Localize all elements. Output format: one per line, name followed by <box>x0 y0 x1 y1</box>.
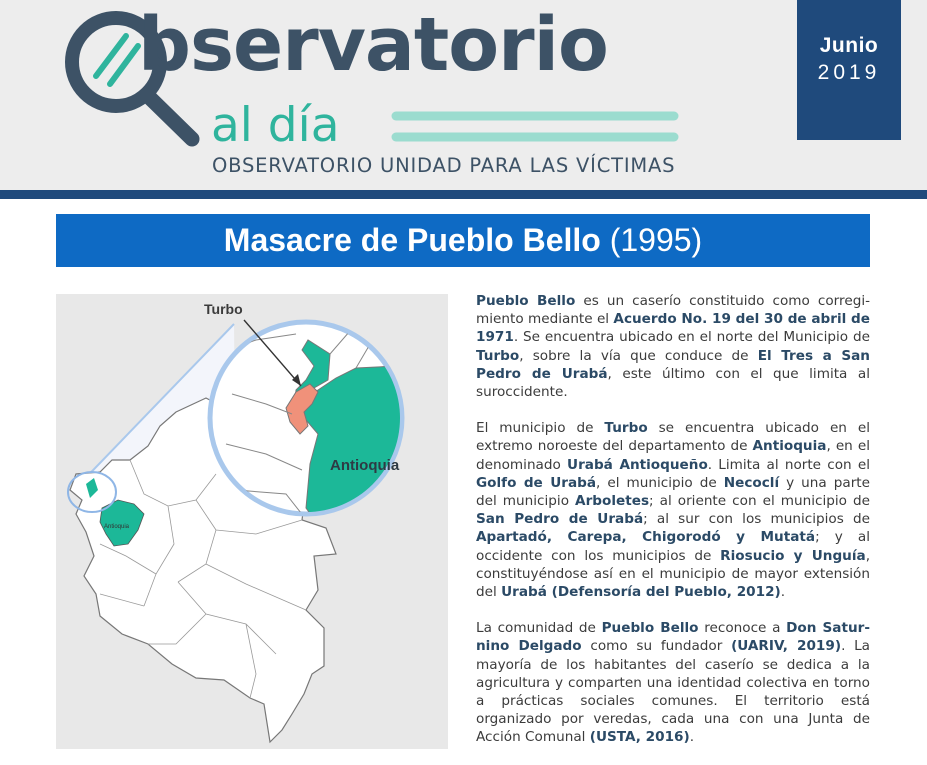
text-run: , este último con el que limita al suroccidente. <box>476 365 870 401</box>
paragraph-3 <box>476 619 870 746</box>
text-run: . Se encuentra ubicado en el norte del Municipio de <box>513 329 870 346</box>
highlighted-text: El Tres a San Pedro de Urabá <box>476 347 870 382</box>
map-label-turbo: Turbo <box>204 301 243 317</box>
highlighted-text: Pueblo Bello <box>601 620 699 637</box>
highlighted-text: Don Satur-nino Delgado <box>476 620 870 655</box>
text-run: como su fundador <box>581 638 732 655</box>
logo-title: bservatorio <box>138 2 608 88</box>
article-body <box>476 292 870 765</box>
logo-subtitle: al día <box>211 98 340 153</box>
text-run: , el municipio de <box>596 474 724 491</box>
highlighted-text: (USTA, 2016) <box>589 729 690 746</box>
text-run: , constituyéndose así en el municipio de mayor extensión del <box>476 547 871 601</box>
text-run: La comunidad de <box>476 620 602 637</box>
map-panel <box>56 294 448 749</box>
paragraph-1 <box>476 292 870 401</box>
text-run: , en el denominado <box>476 438 870 473</box>
date-year: 2019 <box>817 61 881 84</box>
decorative-lines <box>390 110 680 146</box>
antioquia-zoom <box>298 366 436 534</box>
text-run: y una parte del municipio <box>476 474 870 510</box>
date-month: Junio <box>819 34 879 57</box>
text-run: ; al oriente con el municipio de <box>649 493 870 510</box>
text-run: ; al sur con los municipios de <box>643 511 870 528</box>
highlighted-text: Pueblo Bello <box>476 293 576 309</box>
title-main: Masacre de Pueblo Bello <box>223 222 601 258</box>
highlighted-text: Apartadó, Carepa, Chigorodó y Mutatá <box>476 529 816 546</box>
logo-caption: OBSERVATORIO UNIDAD PARA LAS VÍCTIMAS <box>212 154 676 177</box>
text-run: reconoce a <box>698 620 787 637</box>
text-run: es un caserío constituido como corregi-miento mediante el <box>476 293 870 328</box>
header <box>0 0 927 190</box>
text-run: . La mayoría de los habitantes del caserío se dedica a la agricultura y comparten una identidad colectiva en torno a prácticas sociales comunes. El territorio está organizado por veredas, cada una con una Junta de Acción Comunal <box>476 638 871 746</box>
highlighted-text: Antioquia <box>752 438 827 455</box>
map-label-antioquia: Antioquia <box>330 457 400 474</box>
highlighted-text: San Pedro de Urabá <box>476 511 644 528</box>
text-run: El municipio de <box>476 420 605 437</box>
text-run: . Limita al norte con el <box>707 456 870 473</box>
text-run: . <box>689 729 695 746</box>
colombia-map <box>56 294 448 749</box>
text-run: se encuentra ubicado en el extremo noroeste del departamento de <box>476 420 870 455</box>
text-run: ; y al occidente con los municipios de <box>476 529 871 564</box>
highlighted-text: Riosucio y Unguía <box>720 547 866 564</box>
highlighted-text: Urabá Antioqueño <box>567 456 708 473</box>
title-year: (1995) <box>609 222 703 258</box>
highlighted-text: (UARIV, 2019) <box>731 638 842 655</box>
date-badge <box>797 0 901 140</box>
text-run: , sobre la vía que conduce de <box>519 347 758 364</box>
text-run: . <box>780 584 786 601</box>
highlighted-text: Arboletes <box>575 493 650 510</box>
highlighted-text: Acuerdo No. 19 del 30 de abril de 1971 <box>476 311 870 346</box>
map-label-antioquia-small: Antioquia <box>104 524 130 530</box>
header-divider <box>0 190 927 199</box>
highlighted-text: Turbo <box>604 420 648 437</box>
page-title <box>56 214 870 267</box>
highlighted-text: Necoclí <box>723 474 780 491</box>
highlighted-text: Urabá (Defensoría del Pueblo, 2012) <box>501 584 781 601</box>
highlighted-text: Turbo <box>476 347 520 364</box>
paragraph-2 <box>476 419 870 601</box>
highlighted-text: Golfo de Urabá <box>476 474 597 491</box>
